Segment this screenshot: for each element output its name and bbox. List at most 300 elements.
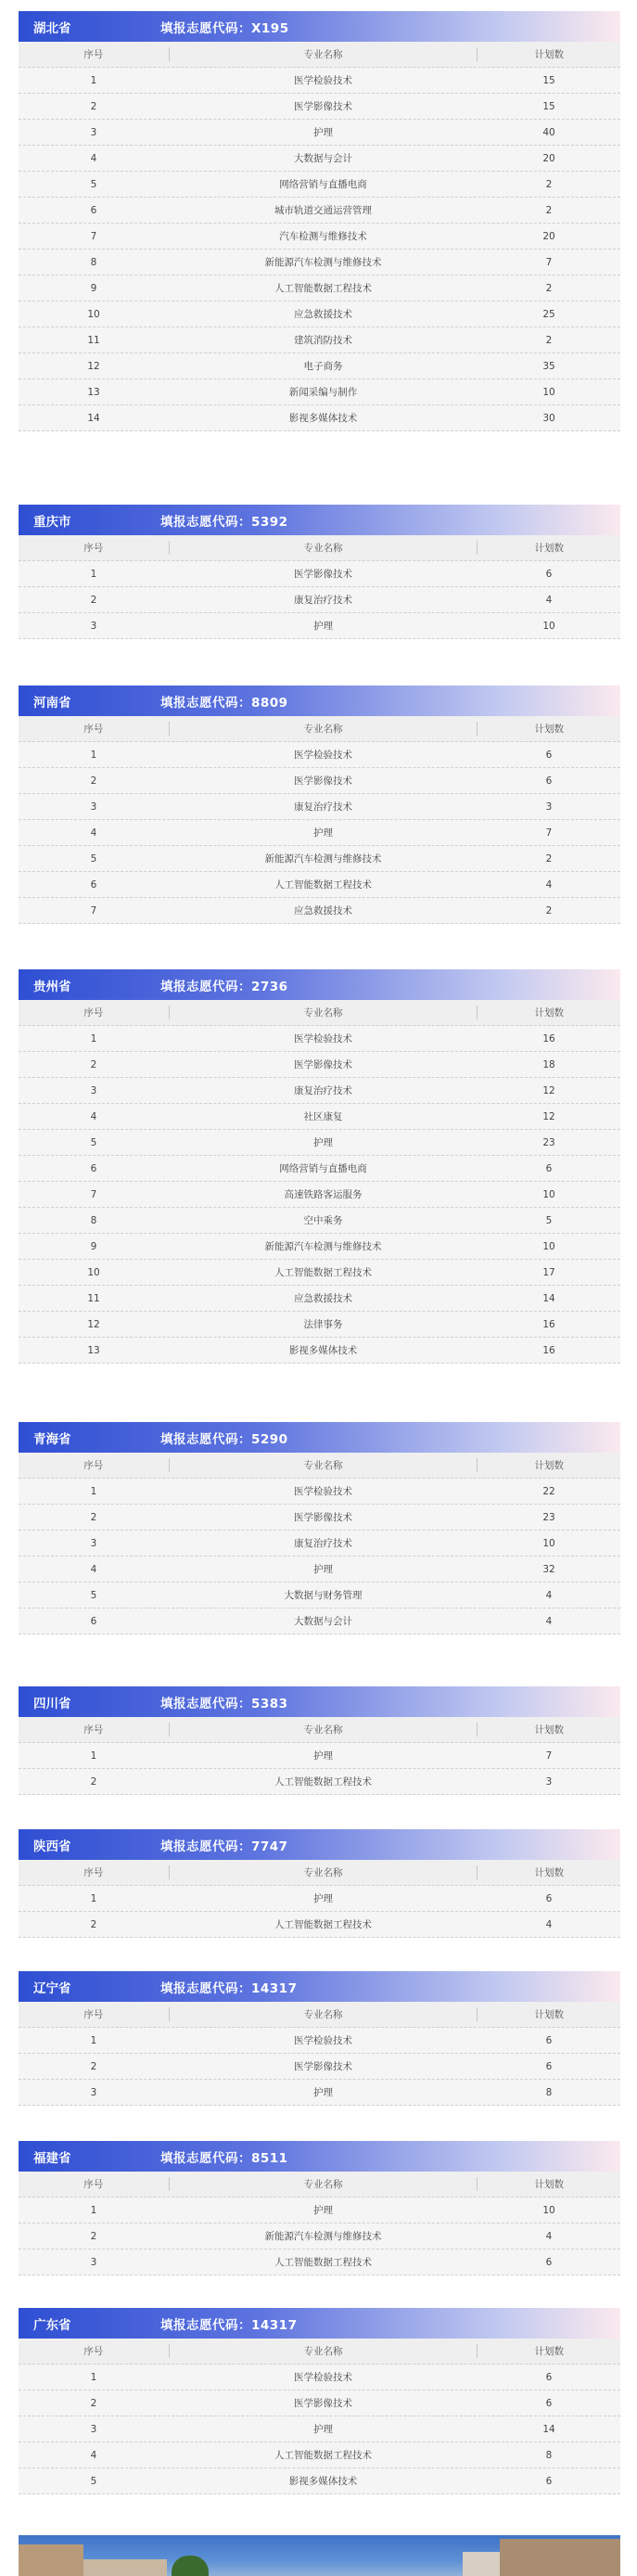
- plan-count: 2: [545, 204, 553, 216]
- table-row: [19, 379, 620, 405]
- column-no-header: 序号: [19, 1865, 170, 1879]
- table-row: [19, 1182, 620, 1208]
- row-number: 2: [90, 100, 97, 112]
- major-name: 护理: [313, 2205, 333, 2216]
- row-number: 9: [90, 1240, 97, 1252]
- plan-count: 10: [542, 386, 555, 398]
- table-row: [19, 1531, 620, 1557]
- major-name: 新能源汽车检测与维修技术: [264, 2231, 382, 2242]
- plan-count: 12: [542, 1084, 555, 1096]
- major-name: 应急救援技术: [294, 309, 352, 320]
- province-name: 四川省: [33, 1696, 71, 1711]
- row-number: 6: [90, 878, 97, 891]
- table-row: [19, 1912, 620, 1938]
- major-name: 护理: [313, 1893, 333, 1904]
- row-number: 5: [90, 1136, 97, 1148]
- table-row: [19, 2198, 620, 2224]
- major-name: 医学检验技术: [294, 75, 352, 86]
- table-row: [19, 68, 620, 94]
- plan-count: 14: [542, 2423, 555, 2435]
- application-code-value: 8511: [251, 2150, 288, 2166]
- table-row: [19, 820, 620, 846]
- major-name: 城市轨道交通运营管理: [274, 205, 372, 216]
- table-row: [19, 613, 620, 639]
- section-header: [19, 2141, 620, 2172]
- application-code: [160, 692, 288, 711]
- column-count-header: 计划数: [534, 2346, 564, 2357]
- application-code: [160, 1978, 297, 1996]
- column-no-header: 序号: [19, 541, 170, 555]
- row-number: 1: [90, 2371, 97, 2383]
- row-number: 12: [87, 1318, 100, 1330]
- table-row: [19, 768, 620, 794]
- major-name: 人工智能数据工程技术: [274, 1267, 372, 1278]
- application-code-value: 5392: [251, 514, 288, 530]
- major-name: 电子商务: [303, 361, 343, 372]
- major-name: 大数据与会计: [294, 153, 352, 164]
- column-major-header: 专业名称: [170, 722, 478, 736]
- table-row: [19, 2365, 620, 2390]
- plan-count: 20: [542, 152, 555, 164]
- table-header-row: [19, 1860, 620, 1886]
- section-header: [19, 11, 620, 42]
- row-number: 1: [90, 74, 97, 86]
- table-row: [19, 2028, 620, 2054]
- row-number: 7: [90, 230, 97, 242]
- application-code: [160, 2147, 288, 2166]
- plan-count: 4: [545, 878, 553, 891]
- major-name: 护理: [313, 1137, 333, 1148]
- plan-count: 4: [545, 1589, 553, 1601]
- plan-count: 7: [545, 1749, 553, 1762]
- plan-count: 12: [542, 1110, 555, 1122]
- row-number: 6: [90, 1162, 97, 1174]
- major-name: 护理: [313, 827, 333, 839]
- plan-count: 30: [542, 412, 555, 424]
- table-row: [19, 1608, 620, 1634]
- column-major-header: 专业名称: [170, 47, 478, 61]
- table-row: [19, 1104, 620, 1130]
- table-row: [19, 146, 620, 172]
- plan-count: 5: [545, 1214, 553, 1226]
- table-row: [19, 794, 620, 820]
- plan-count: 23: [542, 1136, 555, 1148]
- application-code-label: 填报志愿代码：: [160, 1431, 251, 1447]
- table-header-row: [19, 2339, 620, 2365]
- plan-count: 10: [542, 1240, 555, 1252]
- table-header-row: [19, 42, 620, 68]
- major-name: 社区康复: [303, 1111, 343, 1122]
- table-row: [19, 120, 620, 146]
- major-name: 护理: [313, 127, 333, 138]
- table-row: [19, 1479, 620, 1505]
- table-row: [19, 353, 620, 379]
- major-name: 新能源汽车检测与维修技术: [264, 257, 382, 268]
- province-name: 湖北省: [33, 20, 71, 36]
- row-number: 6: [90, 1615, 97, 1627]
- plan-count: 6: [545, 2060, 553, 2072]
- table-row: [19, 1156, 620, 1182]
- row-number: 1: [90, 1485, 97, 1497]
- province-name: 青海省: [33, 1431, 71, 1447]
- row-number: 3: [90, 2423, 97, 2435]
- table-row: [19, 198, 620, 224]
- plan-count: 17: [542, 1266, 555, 1278]
- row-number: 6: [90, 204, 97, 216]
- plan-count: 4: [545, 1615, 553, 1627]
- table-row: [19, 2442, 620, 2468]
- row-number: 10: [87, 1266, 100, 1278]
- application-code: [160, 511, 288, 530]
- table-row: [19, 1557, 620, 1583]
- major-name: 护理: [313, 1564, 333, 1575]
- application-code-value: 14317: [251, 1980, 298, 1996]
- table-row: [19, 1078, 620, 1104]
- table-row: [19, 2249, 620, 2275]
- column-no-header: 序号: [19, 722, 170, 736]
- section-header: [19, 505, 620, 535]
- province-name: 陕西省: [33, 1839, 71, 1854]
- major-name: 应急救援技术: [294, 1293, 352, 1304]
- column-major-header: 专业名称: [170, 1865, 478, 1879]
- major-name: 新闻采编与制作: [288, 387, 358, 398]
- column-no-header: 序号: [19, 1006, 170, 1019]
- major-name: 康复治疗技术: [294, 801, 352, 813]
- column-major-header: 专业名称: [170, 2177, 478, 2191]
- plan-count: 15: [542, 74, 555, 86]
- row-number: 1: [90, 2204, 97, 2216]
- column-no-header: 序号: [19, 2344, 170, 2358]
- province-section: [19, 2308, 620, 2494]
- table-header-row: [19, 1453, 620, 1479]
- major-name: 康复治疗技术: [294, 1085, 352, 1096]
- application-code-label: 填报志愿代码：: [160, 514, 251, 530]
- plan-count: 10: [542, 2204, 555, 2216]
- plan-count: 3: [545, 1775, 553, 1788]
- province-name: 广东省: [33, 2317, 71, 2333]
- province-section: [19, 11, 620, 431]
- major-name: 影视多媒体技术: [288, 1345, 358, 1356]
- application-code-label: 填报志愿代码：: [160, 979, 251, 994]
- major-name: 高速铁路客运服务: [284, 1189, 363, 1200]
- table-header-row: [19, 2172, 620, 2198]
- column-no-header: 序号: [19, 2007, 170, 2021]
- application-code: [160, 18, 289, 36]
- table-row: [19, 1260, 620, 1286]
- plan-count: 23: [542, 1511, 555, 1523]
- row-number: 2: [90, 1775, 97, 1788]
- plan-count: 2: [545, 282, 553, 294]
- column-no-header: 序号: [19, 1458, 170, 1472]
- row-number: 1: [90, 1892, 97, 1904]
- row-number: 2: [90, 2230, 97, 2242]
- major-name: 网络营销与直播电商: [279, 179, 367, 190]
- table-row: [19, 2468, 620, 2494]
- plan-count: 10: [542, 620, 555, 632]
- plan-count: 16: [542, 1032, 555, 1044]
- row-number: 3: [90, 801, 97, 813]
- table-row: [19, 1886, 620, 1912]
- major-name: 新能源汽车检测与维修技术: [264, 1241, 382, 1252]
- major-name: 医学影像技术: [294, 2398, 352, 2409]
- plan-count: 16: [542, 1318, 555, 1330]
- table-row: [19, 276, 620, 301]
- row-number: 13: [87, 386, 100, 398]
- plan-count: 3: [545, 801, 553, 813]
- major-name: 康复治疗技术: [294, 595, 352, 606]
- major-name: 建筑消防技术: [294, 335, 352, 346]
- section-header: [19, 686, 620, 716]
- row-number: 2: [90, 1511, 97, 1523]
- major-name: 康复治疗技术: [294, 1538, 352, 1549]
- plan-count: 6: [545, 2034, 553, 2046]
- major-name: 人工智能数据工程技术: [274, 1919, 372, 1930]
- application-code-label: 填报志愿代码：: [160, 1696, 251, 1711]
- table-row: [19, 1583, 620, 1608]
- province-name: 河南省: [33, 695, 71, 711]
- section-header: [19, 2308, 620, 2339]
- table-row: [19, 1026, 620, 1052]
- table-row: [19, 2416, 620, 2442]
- province-section: [19, 1686, 620, 1795]
- column-count-header: 计划数: [534, 2009, 564, 2020]
- table-row: [19, 405, 620, 431]
- plan-count: 6: [545, 568, 553, 580]
- major-name: 医学检验技术: [294, 1033, 352, 1044]
- plan-count: 32: [542, 1563, 555, 1575]
- plan-count: 2: [545, 178, 553, 190]
- row-number: 3: [90, 1537, 97, 1549]
- table-row: [19, 587, 620, 613]
- table-header-row: [19, 1717, 620, 1743]
- province-section: [19, 1829, 620, 1938]
- row-number: 11: [87, 334, 100, 346]
- plan-count: 6: [545, 775, 553, 787]
- section-header: [19, 1829, 620, 1860]
- major-name: 护理: [313, 2424, 333, 2435]
- row-number: 5: [90, 178, 97, 190]
- plan-count: 40: [542, 126, 555, 138]
- table-row: [19, 898, 620, 924]
- section-header: [19, 1422, 620, 1453]
- plan-count: 4: [545, 594, 553, 606]
- row-number: 4: [90, 1110, 97, 1122]
- table-row: [19, 1052, 620, 1078]
- application-code: [160, 1836, 288, 1854]
- plan-count: 6: [545, 2256, 553, 2268]
- major-name: 影视多媒体技术: [288, 413, 358, 424]
- row-number: 2: [90, 2060, 97, 2072]
- application-code-value: 5383: [251, 1696, 288, 1711]
- plan-count: 20: [542, 230, 555, 242]
- plan-count: 6: [545, 2371, 553, 2383]
- table-header-row: [19, 716, 620, 742]
- table-header-row: [19, 1000, 620, 1026]
- plan-count: 25: [542, 308, 555, 320]
- major-name: 医学影像技术: [294, 101, 352, 112]
- application-code: [160, 976, 288, 994]
- major-name: 医学影像技术: [294, 1059, 352, 1070]
- application-code: [160, 1429, 288, 1447]
- table-row: [19, 2390, 620, 2416]
- row-number: 2: [90, 594, 97, 606]
- major-name: 法律事务: [303, 1319, 343, 1330]
- major-name: 大数据与会计: [294, 1616, 352, 1627]
- column-count-header: 计划数: [534, 1460, 564, 1471]
- province-name: 贵州省: [33, 979, 71, 994]
- application-code-value: X195: [251, 20, 289, 36]
- table-row: [19, 327, 620, 353]
- application-code-label: 填报志愿代码：: [160, 695, 251, 711]
- plan-count: 10: [542, 1188, 555, 1200]
- column-major-header: 专业名称: [170, 2007, 478, 2021]
- major-name: 人工智能数据工程技术: [274, 1776, 372, 1788]
- campus-photo: [19, 2535, 620, 2576]
- application-code-value: 2736: [251, 979, 288, 994]
- column-major-header: 专业名称: [170, 541, 478, 555]
- row-number: 12: [87, 360, 100, 372]
- row-number: 2: [90, 1058, 97, 1070]
- plan-count: 4: [545, 2230, 553, 2242]
- application-code: [160, 1693, 288, 1711]
- column-count-header: 计划数: [534, 724, 564, 735]
- major-name: 人工智能数据工程技术: [274, 879, 372, 891]
- column-no-header: 序号: [19, 47, 170, 61]
- major-name: 大数据与财务管理: [284, 1590, 363, 1601]
- application-code-value: 14317: [251, 2317, 298, 2333]
- major-name: 护理: [313, 621, 333, 632]
- province-name: 重庆市: [33, 514, 71, 530]
- application-code-label: 填报志愿代码：: [160, 2150, 251, 2166]
- column-count-header: 计划数: [534, 1007, 564, 1019]
- table-row: [19, 872, 620, 898]
- plan-count: 4: [545, 1918, 553, 1930]
- row-number: 9: [90, 282, 97, 294]
- table-row: [19, 1743, 620, 1769]
- row-number: 1: [90, 749, 97, 761]
- major-name: 人工智能数据工程技术: [274, 283, 372, 294]
- table-row: [19, 1769, 620, 1795]
- major-name: 医学检验技术: [294, 2372, 352, 2383]
- row-number: 14: [87, 412, 100, 424]
- major-name: 应急救援技术: [294, 905, 352, 916]
- column-major-header: 专业名称: [170, 2344, 478, 2358]
- table-row: [19, 1130, 620, 1156]
- table-row: [19, 94, 620, 120]
- major-name: 网络营销与直播电商: [279, 1163, 367, 1174]
- row-number: 1: [90, 1032, 97, 1044]
- table-row: [19, 172, 620, 198]
- table-header-row: [19, 535, 620, 561]
- major-name: 空中乘务: [303, 1215, 343, 1226]
- column-count-header: 计划数: [534, 49, 564, 60]
- province-section: [19, 505, 620, 639]
- plan-count: 22: [542, 1485, 555, 1497]
- table-row: [19, 2080, 620, 2106]
- province-section: [19, 1422, 620, 1634]
- row-number: 8: [90, 256, 97, 268]
- major-name: 汽车检测与维修技术: [279, 231, 367, 242]
- province-section: [19, 686, 620, 924]
- row-number: 2: [90, 2397, 97, 2409]
- row-number: 8: [90, 1214, 97, 1226]
- row-number: 7: [90, 1188, 97, 1200]
- plan-count: 35: [542, 360, 555, 372]
- table-row: [19, 301, 620, 327]
- application-code-label: 填报志愿代码：: [160, 20, 251, 36]
- application-code-value: 5290: [251, 1431, 288, 1447]
- table-row: [19, 846, 620, 872]
- table-row: [19, 1208, 620, 1234]
- table-row: [19, 250, 620, 276]
- plan-count: 10: [542, 1537, 555, 1549]
- column-major-header: 专业名称: [170, 1006, 478, 1019]
- column-major-header: 专业名称: [170, 1723, 478, 1737]
- section-header: [19, 969, 620, 1000]
- application-code-label: 填报志愿代码：: [160, 2317, 251, 2333]
- row-number: 10: [87, 308, 100, 320]
- table-row: [19, 561, 620, 587]
- major-name: 医学检验技术: [294, 2035, 352, 2046]
- row-number: 3: [90, 620, 97, 632]
- row-number: 1: [90, 568, 97, 580]
- plan-count: 15: [542, 100, 555, 112]
- row-number: 3: [90, 126, 97, 138]
- column-no-header: 序号: [19, 2177, 170, 2191]
- major-name: 医学检验技术: [294, 1486, 352, 1497]
- province-section: [19, 969, 620, 1364]
- table-row: [19, 1505, 620, 1531]
- province-name: 辽宁省: [33, 1980, 71, 1996]
- row-number: 5: [90, 2475, 97, 2487]
- row-number: 4: [90, 827, 97, 839]
- column-count-header: 计划数: [534, 543, 564, 554]
- table-row: [19, 1338, 620, 1364]
- application-code-label: 填报志愿代码：: [160, 1839, 251, 1854]
- plan-count: 7: [545, 256, 553, 268]
- table-row: [19, 1234, 620, 1260]
- plan-count: 16: [542, 1344, 555, 1356]
- table-row: [19, 2224, 620, 2249]
- row-number: 3: [90, 2086, 97, 2098]
- row-number: 2: [90, 1918, 97, 1930]
- plan-count: 6: [545, 1162, 553, 1174]
- row-number: 3: [90, 2256, 97, 2268]
- application-code: [160, 2314, 297, 2333]
- table-header-row: [19, 2002, 620, 2028]
- section-header: [19, 1686, 620, 1717]
- application-code-value: 8809: [251, 695, 288, 711]
- plan-count: 6: [545, 749, 553, 761]
- table-row: [19, 742, 620, 768]
- major-name: 医学影像技术: [294, 2061, 352, 2072]
- row-number: 13: [87, 1344, 100, 1356]
- plan-count: 2: [545, 334, 553, 346]
- plan-count: 6: [545, 2397, 553, 2409]
- row-number: 11: [87, 1292, 100, 1304]
- major-name: 医学影像技术: [294, 775, 352, 787]
- major-name: 医学影像技术: [294, 1512, 352, 1523]
- column-no-header: 序号: [19, 1723, 170, 1737]
- section-header: [19, 1971, 620, 2002]
- row-number: 4: [90, 2449, 97, 2461]
- column-count-header: 计划数: [534, 1724, 564, 1736]
- row-number: 5: [90, 1589, 97, 1601]
- table-row: [19, 1286, 620, 1312]
- row-number: 2: [90, 775, 97, 787]
- major-name: 影视多媒体技术: [288, 2476, 358, 2487]
- table-row: [19, 1312, 620, 1338]
